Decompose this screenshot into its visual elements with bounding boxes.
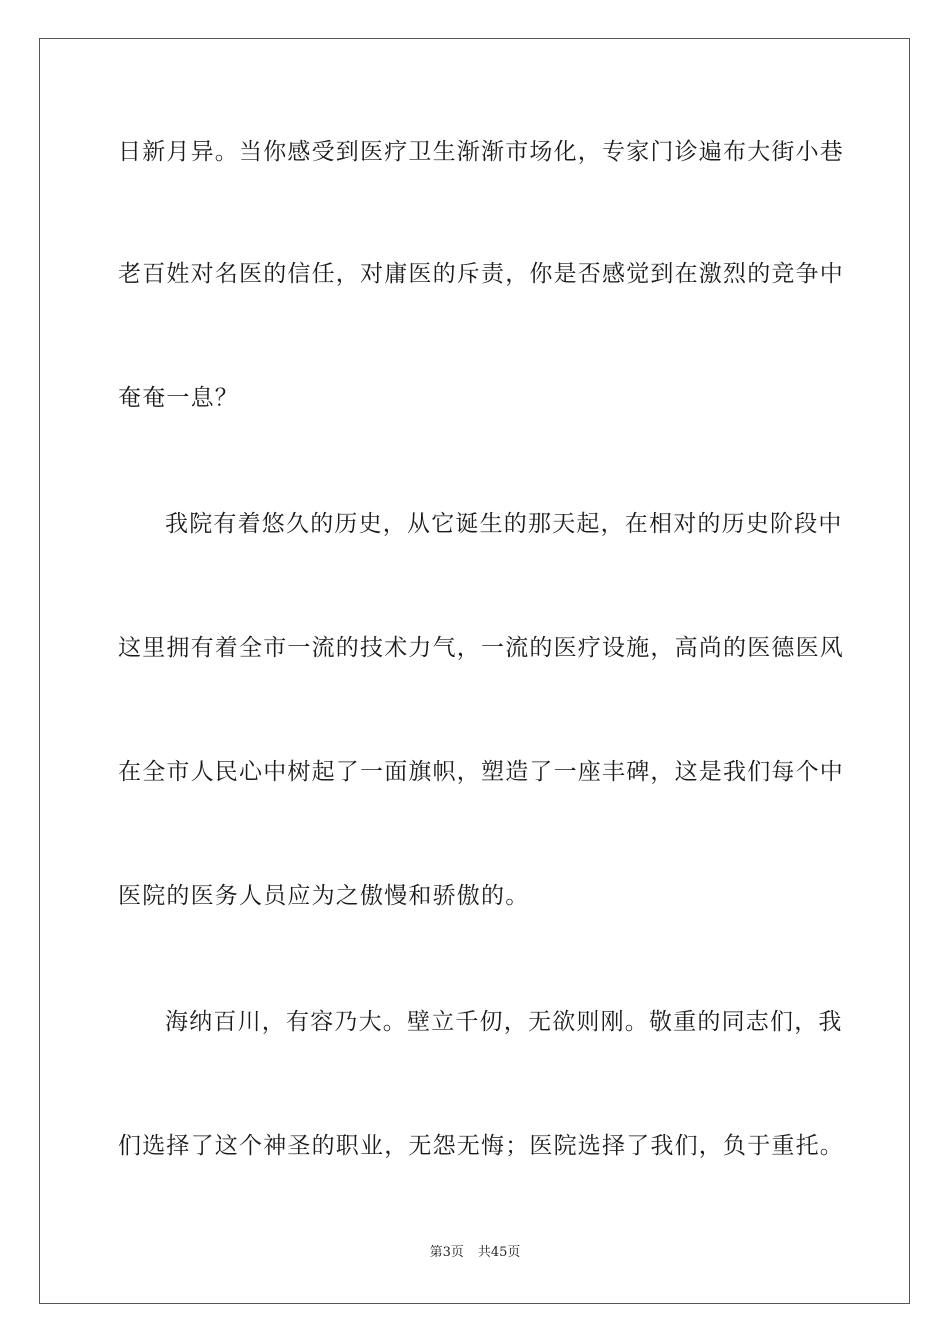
paragraph-start-line: 海纳百川，有容乃大。壁立千仞，无欲则刚。敬重的同志们，我 (165, 1009, 843, 1035)
text-line: 老百姓对名医的信任，对庸医的斥责，你是否感觉到在激烈的竞争中 (118, 261, 844, 287)
paragraph-start-line: 我院有着悠久的历史，从它诞生的那天起，在相对的历史阶段中 (165, 511, 843, 537)
text-line: 在全市人民心中树起了一面旗帜，塑造了一座丰碑，这是我们每个中 (118, 759, 844, 785)
page-number: 第3页 (429, 1245, 464, 1260)
text-line: 医院的医务人员应为之傲慢和骄傲的。 (118, 883, 530, 909)
page-footer (0, 1244, 950, 1262)
text-line: 们选择了这个神圣的职业，无怨无悔；医院选择了我们，负于重托。 (118, 1133, 844, 1159)
text-line: 奄奄一息？ (118, 385, 239, 411)
total-pages: 共45页 (477, 1245, 521, 1260)
text-line: 这里拥有着全市一流的技术力气，一流的医疗设施，高尚的医德医风 (118, 635, 844, 661)
page-border (39, 38, 910, 1304)
text-line: 日新月异。当你感受到医疗卫生渐渐市场化，专家门诊遍布大街小巷 (118, 139, 844, 165)
